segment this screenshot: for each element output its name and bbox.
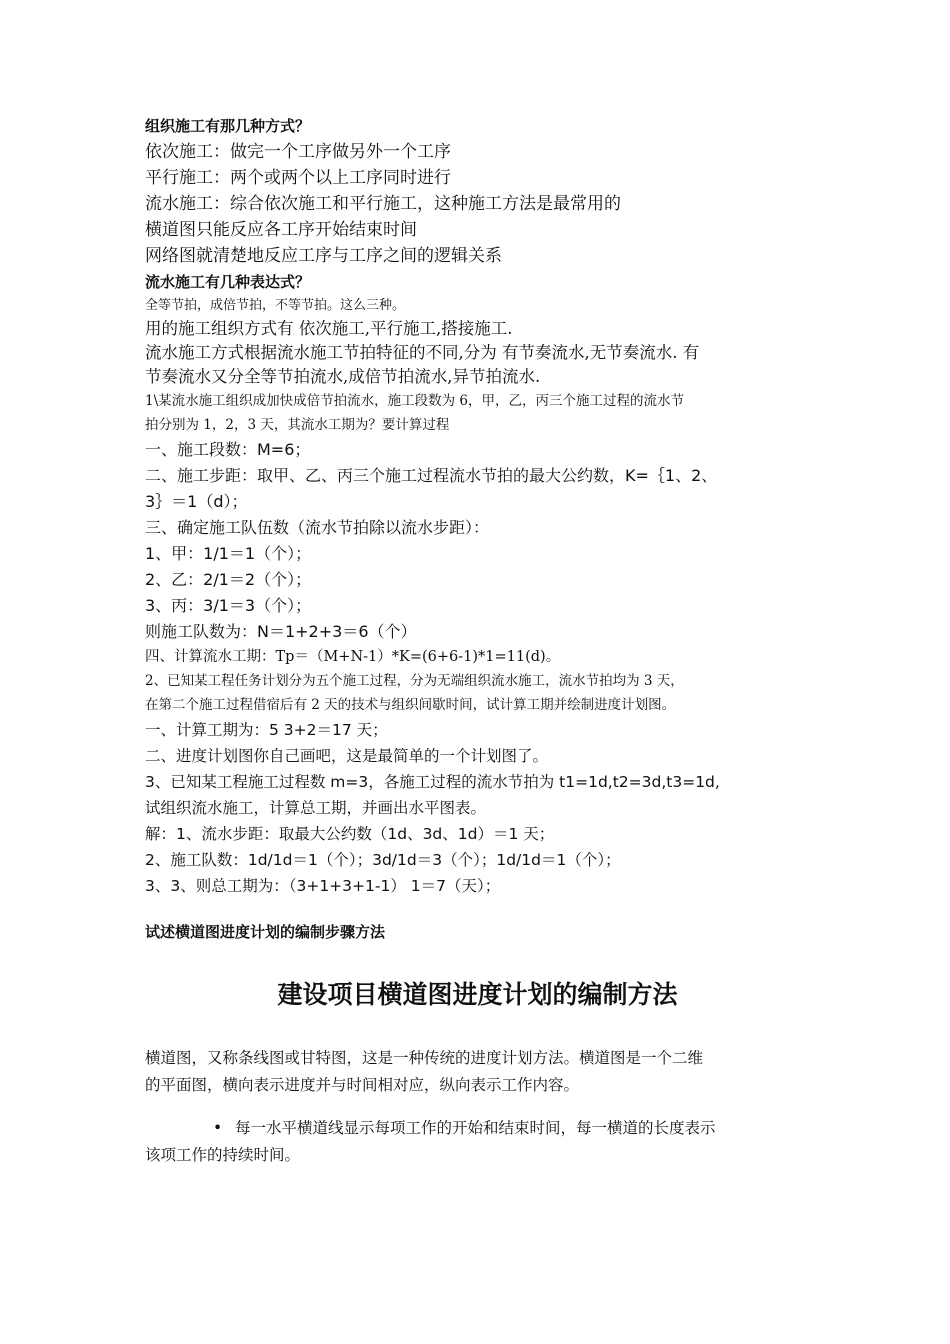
example-3-line: 解：1、流水步距：取最大公约数（1d、3d、1d）＝1 天；	[145, 825, 555, 843]
example-2-answer-line: 一、计算工期为：5 3+2＝17 天；	[145, 721, 388, 739]
example-2-question: 在第二个施工过程借宿后有 2 天的技术与组织间歇时间，试计算工期并绘制进度计划图。	[145, 697, 676, 713]
example-1-answer-line: 3｝＝1（d）；	[145, 492, 248, 511]
example-3-line: 3、已知某工程施工过程数 m=3，各施工过程的流水节拍为 t1=1d,t2=3d,t3=1d,	[145, 773, 720, 791]
article-paragraph-line: 横道图，又称条线图或甘特图，这是一种传统的进度计划方法。横道图是一个二维	[145, 1049, 704, 1067]
spacer	[145, 899, 810, 919]
example-1-answer-line: 3、丙：3/1＝3（个）；	[145, 596, 312, 615]
example-1-answer-line: 2、乙：2/1＝2（个）；	[145, 570, 312, 589]
example-1-question: 1\某流水施工组织成加快成倍节拍流水，施工段数为 6，甲，乙，丙三个施工过程的流水节	[145, 393, 685, 409]
bullet-item	[145, 1115, 810, 1142]
example-1-question: 拍分别为 1，2，3 天，其流水工期为？要计算过程	[145, 417, 450, 433]
text-line: 平行施工：两个或两个以上工序同时进行	[145, 168, 451, 188]
question-heading-gantt-steps: 试述横道图进度计划的编制步骤方法	[145, 923, 386, 941]
bullet-item-continuation: 该项工作的持续时间。	[145, 1146, 301, 1164]
text-line: 节奏流水又分全等节拍流水,成倍节拍流水,异节拍流水.	[145, 367, 541, 386]
example-1-answer-line: 1、甲：1/1＝1（个）；	[145, 544, 312, 563]
example-2-answer-line: 二、进度计划图你自己画吧，这是最简单的一个计划图了。	[145, 747, 549, 765]
example-3-line: 3、3、则总工期为：（3+1+3+1-1） 1＝7（天）；	[145, 877, 501, 895]
text-line: 依次施工：做完一个工序做另外一个工序	[145, 142, 451, 162]
example-2-question: 2、已知某工程任务计划分为五个施工过程，分为无端组织流水施工，流水节拍均为 3 天，	[145, 673, 684, 689]
bullet-mark: •	[213, 1119, 223, 1137]
example-3-line: 试组织流水施工，计算总工期，并画出水平图表。	[145, 799, 487, 817]
question-heading-flow-expressions: 流水施工有几种表达式？	[145, 273, 311, 291]
article-title: 建设项目横道图进度计划的编制方法	[277, 980, 678, 1009]
text-line: 网络图就清楚地反应工序与工序之间的逻辑关系	[145, 246, 502, 266]
document-content	[145, 113, 810, 1169]
text-line: 流水施工方式根据流水施工节拍特征的不同,分为 有节奏流水,无节奏流水. 有	[145, 343, 700, 362]
example-1-answer-line: 四、计算流水工期：Tp＝（M+N-1）*K=(6+6-1)*1=11(d)。	[145, 649, 561, 665]
text-line: 横道图只能反应各工序开始结束时间	[145, 220, 417, 240]
example-1-answer-line: 三、确定施工队伍数（流水节拍除以流水步距）：	[145, 518, 490, 537]
question-heading-construction-methods: 组织施工有那几种方式？	[145, 117, 311, 135]
example-1-answer-line: 则施工队数为：N＝1+2+3＝6（个）	[145, 622, 417, 641]
text-line: 用的施工组织方式有 依次施工,平行施工,搭接施工.	[145, 319, 513, 338]
spacer	[145, 945, 810, 975]
text-line: 流水施工：综合依次施工和平行施工，这种施工方法是最常用的	[145, 194, 621, 214]
example-1-answer-line: 二、施工步距：取甲、乙、丙三个施工过程流水节拍的最大公约数，K=｛1、2、	[145, 466, 718, 485]
text-line-small: 全等节拍，成倍节拍，不等节拍。这么三种。	[145, 298, 406, 313]
example-3-line: 2、施工队数：1d/1d＝1（个）；3d/1d＝3（个）；1d/1d＝1（个）；	[145, 851, 621, 869]
article-paragraph-line: 的平面图，横向表示进度并与时间相对应，纵向表示工作内容。	[145, 1076, 580, 1094]
example-1-answer-line: 一、施工段数：M=6；	[145, 440, 311, 459]
spacer	[145, 1015, 810, 1045]
spacer	[145, 1099, 810, 1115]
bullet-item-text: 每一水平横道线显示每项工作的开始和结束时间，每一横道的长度表示	[235, 1119, 716, 1137]
